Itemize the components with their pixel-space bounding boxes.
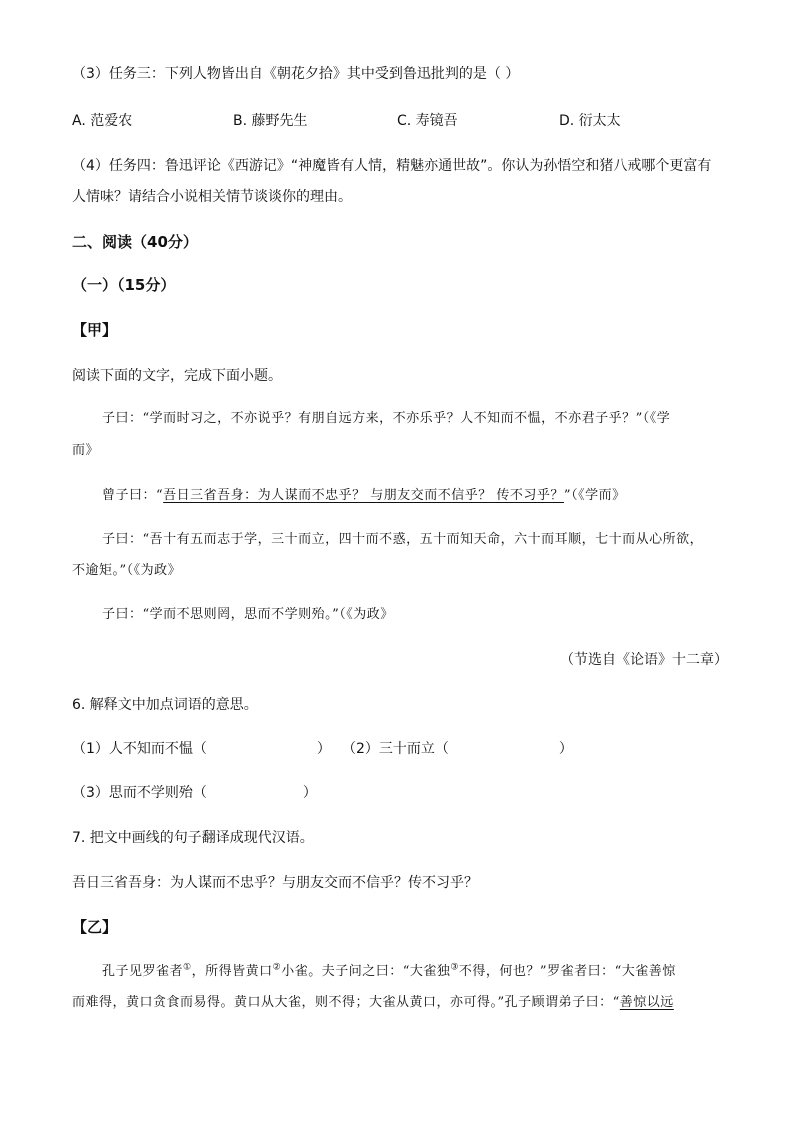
yi-underlined: 善惊以远 <box>619 995 674 1010</box>
source-note: （节选自《论语》十二章） <box>560 652 728 668</box>
q6-item-3: （3）思而不学则殆（ ） <box>72 785 317 801</box>
q6-title: 6. 解释文中加点词语的意思。 <box>72 697 258 713</box>
passage-1-line2: 而》 <box>72 443 100 458</box>
yi-line2: 而难得，黄口贪食而易得。黄口从大雀，则不得；大雀从黄口，亦可得。”孔子顾谓弟子曰：“善惊以远 <box>72 995 674 1010</box>
q7-title: 7. 把文中画线的句子翻译成现代汉语。 <box>72 830 314 846</box>
q7-sentence: 吾日三省吾身：为人谋而不忠乎？与朋友交而不信乎？传不习乎？ <box>72 875 478 891</box>
footnote-1: ① <box>183 962 192 973</box>
passage-2 <box>102 486 626 506</box>
q4-line2: 人情味？请结合小说相关情节谈谈你的理由。 <box>72 189 352 205</box>
q3-option-c: C. 寿镜吾 <box>397 113 458 129</box>
passage-2-prefix: 曾子曰：“ <box>102 488 164 503</box>
footnote-3: ③ <box>450 962 459 973</box>
instruction: 阅读下面的文字，完成下面小题。 <box>72 368 282 384</box>
passage-3-line2: 不逾矩。”（《为政》 <box>72 563 182 578</box>
yi-line1: 孔子见罗雀者①，所得皆黄口②小雀。夫子问之曰：“大雀独③不得，何也？”罗雀者曰：“大雀善惊 <box>102 962 676 979</box>
jia-label: 【甲】 <box>72 321 118 339</box>
q4-line1: （4）任务四：鲁迅评论《西游记》“神魔皆有人情，精魅亦通世故”。你认为孙悟空和猪八戒哪个更富有 <box>72 158 712 174</box>
yi-label: 【乙】 <box>72 918 118 936</box>
q3-option-d: D. 衍太太 <box>559 113 621 129</box>
q6-item-2: （2）三十而立（ ） <box>342 741 573 757</box>
q3-option-b: B. 藤野先生 <box>233 113 308 129</box>
q3-option-a: A. 范爱农 <box>72 113 133 129</box>
passage-3-line1: 子曰：“吾十有五而志于学，三十而立，四十而不惑，五十而知天命，六十而耳顺，七十而从心所欲， <box>102 532 704 547</box>
q6-item-1: （1）人不知而不愠（ ） <box>72 741 331 757</box>
footnote-2: ② <box>272 962 282 973</box>
passage-1-line1: 子曰：“学而时习之，不亦说乎？有朋自远方来，不亦乐乎？人不知而不愠，不亦君子乎？”（《学 <box>102 411 671 426</box>
section-title: 二、阅读（40分） <box>72 233 198 251</box>
part-title: （一）（15分） <box>72 276 176 294</box>
passage-4: 子曰：“学而不思则罔，思而不学则殆。”（《为政》 <box>102 607 394 622</box>
q3-text: （3）任务三：下列人物皆出自《朝花夕拾》其中受到鲁迅批判的是（ ） <box>72 66 520 82</box>
underlined-sentence: 吾日三省吾身：为人谋而不忠乎？ 与朋友交而不信乎？ 传不习乎？ <box>163 488 564 503</box>
passage-2-suffix: ”（《学而》 <box>563 488 626 503</box>
